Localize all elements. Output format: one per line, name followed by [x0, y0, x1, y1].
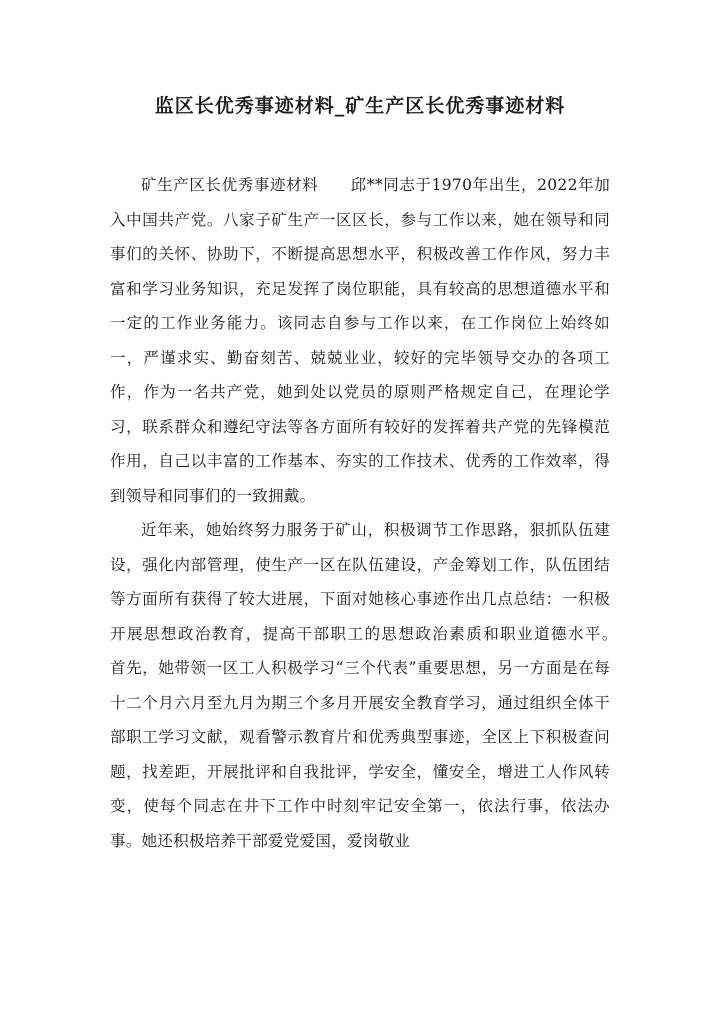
document-body	[110, 168, 642, 858]
document-title: 监区长优秀事迹材料_矿生产区长优秀事迹材料	[154, 95, 566, 117]
paragraph-2: 近年来，她始终努力服务于矿山，积极调节工作思路，狠抓队伍建设，强化内部管理，使生产一区在队伍建设，产金筹划工作，队伍团结等方面所有获得了较大进展，下面对她核心事迹作出几点总结：一积极开展思想政治教育，提高干部职工的思想政治素质和职业道德水平。 首先，她带领一区工人积极学习“三个代表”重要思想，另一方面是在每十二个月六月至九月为期三个多月开展安全教育学习，通过组织全体干部职工学习文献，观看警示教育片和优秀典型事迹，全区上下积极查问题，找差距，开展批评和自我批评，学安全，懂安全，增进工人作风转变，使每个同志在井下工作中时刻牢记安全第一，依法行事，依法办事。她还积极培养干部爱党爱国，爱岗敬业	[110, 521, 642, 850]
paragraph-1: 矿生产区长优秀事迹材料 邱**同志于1970年出生，2022年加入中国共产党。八家子矿生产一区区长，参与工作以来，她在领导和同事们的关怀、协助下，不断提高思想水平，积极改善工作作风，努力丰富和学习业务知识，充足发挥了岗位职能，具有较高的思想道德水平和一定的工作业务能力。该同志自参与工作以来，在工作岗位上始终如一，严谨求实、勤奋刻苦、兢兢业业，较好的完毕领导交办的各项工作，作为一名共产党，她到处以党员的原则严格规定自己，在理论学习，联系群众和遵纪守法等各方面所有较好的发挥着共产党的先锋模范作用，自己以丰富的工作基本、夯实的工作技术、优秀的工作效率，得到领导和同事们的一致拥戴。	[110, 176, 610, 505]
